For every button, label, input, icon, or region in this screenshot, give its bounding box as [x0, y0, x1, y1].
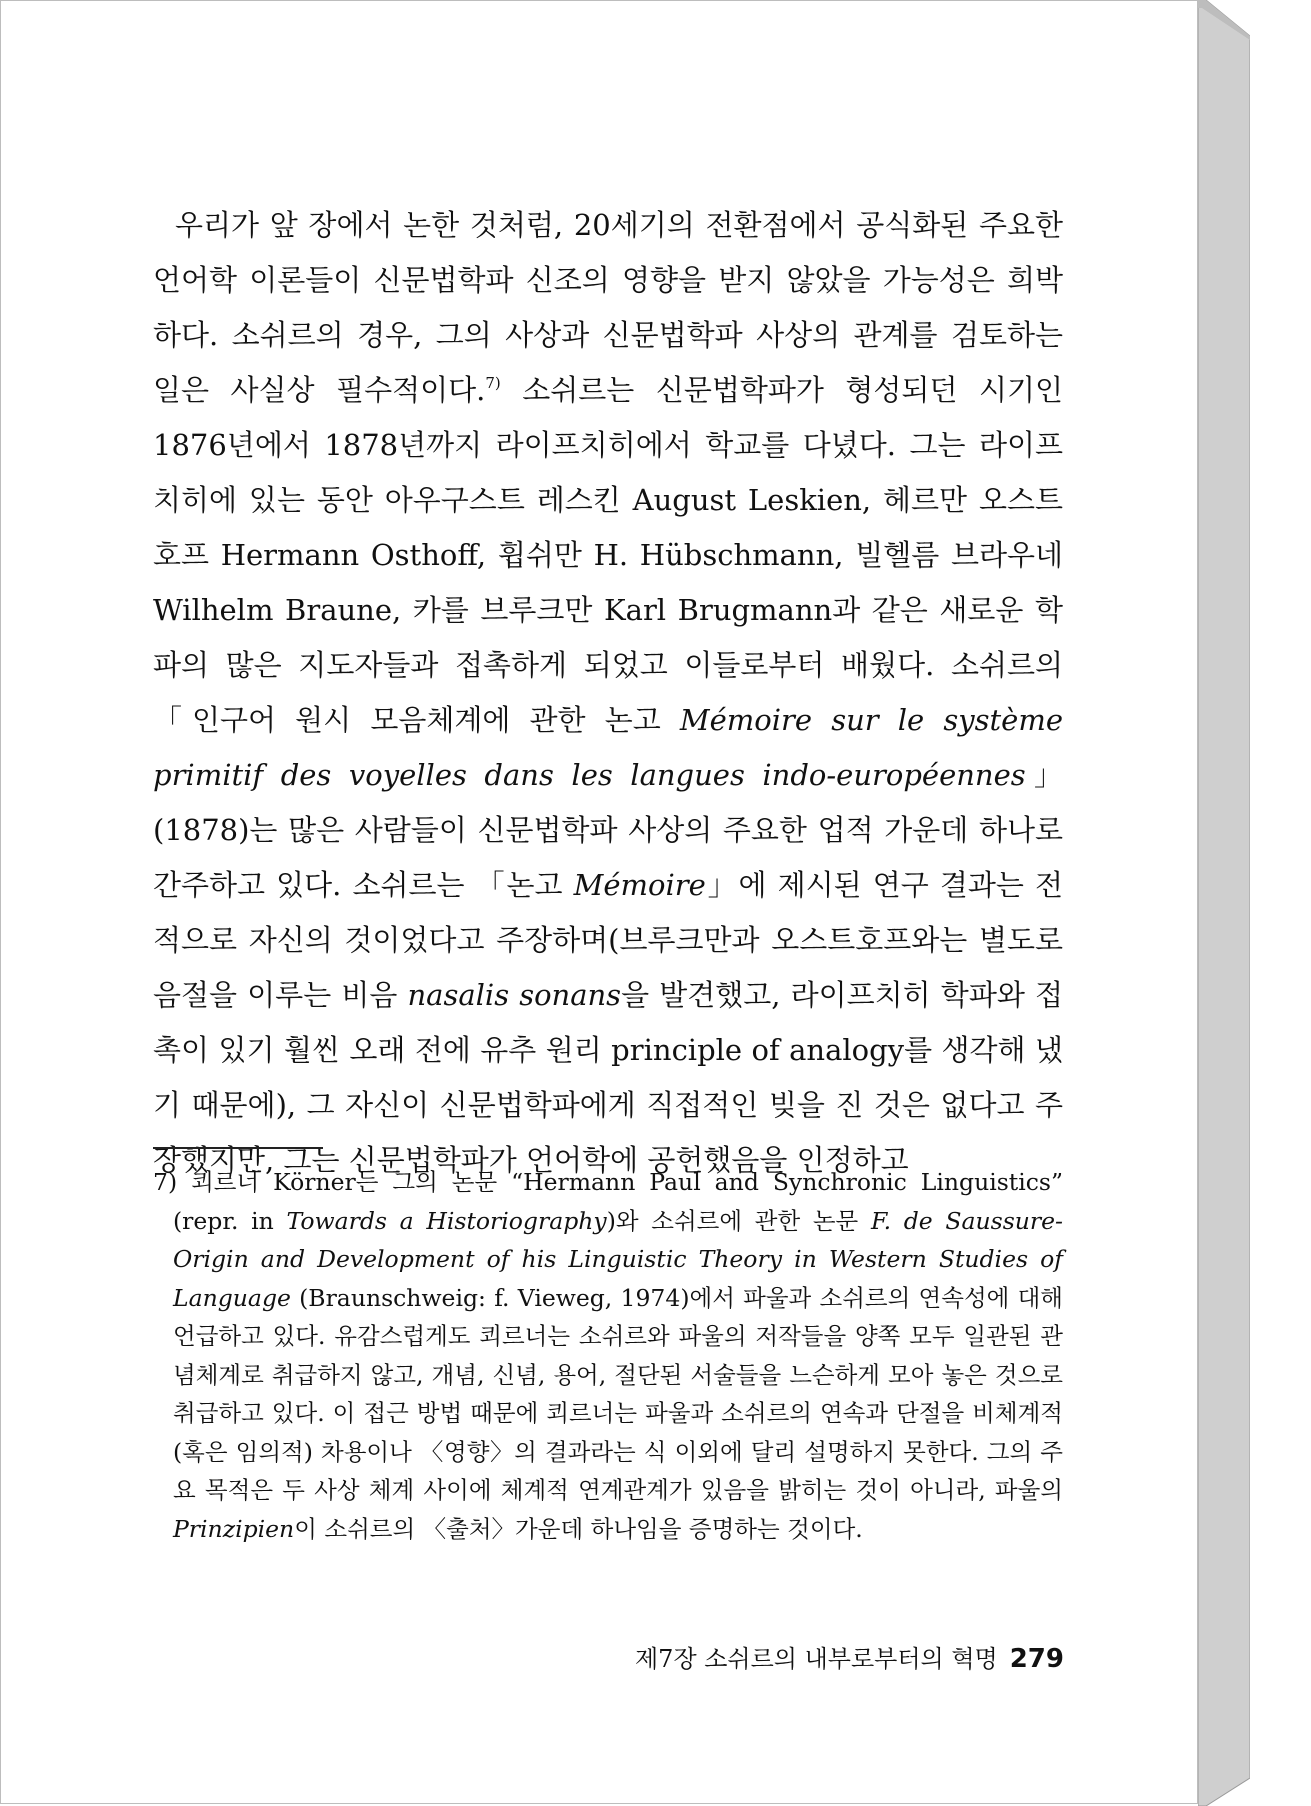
towards-historiography-title: Towards a Historiography [286, 1206, 607, 1235]
chapter-title: 제7장 소쉬르의 내부로부터의 혁명 [634, 1645, 998, 1673]
footnote-text-segment: )와 소쉬르에 관한 논문 [606, 1206, 871, 1235]
body-paragraph [153, 198, 1063, 1188]
prinzipien-title: Prinzipien [173, 1514, 295, 1543]
saussure-book-title: F. de Saussure-Origin and Development of his Linguistic Theory in Western Studies of Language [173, 1206, 1063, 1312]
body-text-segment: 을 발견했고, 라이프치히 학파와 접촉이 있기 훨씬 오래 전에 유추 원리 principle of analogy를 생각해 냈기 때문에), 그 자신이 신문법학파에게 직접적인 빚을 진 것은 없다고 주장했지만, 그는 신문법학파가 언어학에 공헌했음을 인정하고 [153, 978, 1063, 1177]
body-text-segment: 」(1878)는 많은 사람들이 신문법학파 사상의 주요한 업적 가운데 하나로 간주하고 있다. 소쉬르는 「논고 [153, 758, 1063, 902]
memoire-title: Mémoire sur le système primitif des voyelles dans les langues indo-européennes [153, 703, 1063, 792]
page-number: 279 [1009, 1644, 1064, 1674]
body-text [153, 198, 1063, 1188]
body-text-segment: 우리가 앞 장에서 논한 것처럼, 20세기의 전환점에서 공식화된 주요한 언어학 이론들이 신문법학파 신조의 영향을 받지 않았을 가능성은 희박하다. 소쉬르의 경우, 그의 사상과 신문법학파 사상의 관계를 검토하는 일은 사실상 필수적이다. [153, 208, 1063, 407]
body-text-segment: 소쉬르는 신문법학파가 형성되던 시기인 1876년에서 1878년까지 라이프치히에서 학교를 다녔다. 그는 라이프치히에 있는 동안 아우구스트 레스킨 August Leskien, 헤르만 오스트호프 Hermann Osthoff, 휩쉬만 H. Hübschmann, 빌헬름 브라우네 Wilhelm Braune, 카를 브루크만 Karl Brugmann과 같은 새로운 학파의 많은 지도자들과 접촉하게 되었고 이들로부터 배웠다. 소쉬르의 「인구어 원시 모음체계에 관한 논고 [153, 373, 1063, 737]
body-text-segment: 」에 제시된 연구 결과는 전적으로 자신의 것이었다고 주장하며(브루크만과 오스트호프와는 별도로 음절을 이루는 비음 [153, 868, 1063, 1012]
footnote-text-segment: 이 소쉬르의 〈출처〉가운데 하나임을 증명하는 것이다. [294, 1514, 863, 1543]
footnote-7 [153, 1163, 1063, 1548]
footnote-reference[interactable]: 7) [485, 374, 501, 392]
footnote [153, 1163, 1063, 1548]
nasalis-sonans-term: nasalis sonans [407, 978, 622, 1012]
footnote-text-segment: 7) 쾨르너 Körner는 그의 논문 “Hermann Paul and Synchronic Linguistics” (repr. in [153, 1168, 1063, 1235]
memoire-short-title: Mémoire [573, 868, 706, 902]
footnote-text-segment: (Braunschweig: f. Vieweg, 1974)에서 파울과 소쉬르의 연속성에 대해 언급하고 있다. 유감스럽게도 쾨르너는 소쉬르와 파울의 저작들을 양쪽 모두 일관된 관념체계로 취급하지 않고, 개념, 신념, 용어, 절단된 서술들을 느슨하게 모아 놓은 것으로 취급하고 있다. 이 접근 방법 때문에 쾨르너는 파울과 소쉬르의 연속과 단절을 비체계적(혹은 임의적) 차용이나 〈영향〉의 결과라는 식 이외에 달리 설명하지 못한다. 그의 주요 목적은 두 사상 체계 사이에 체계적 연계관계가 있음을 밝히는 것이 아니라, 파울의 [173, 1283, 1063, 1504]
book-spine-edge [1198, 0, 1250, 1806]
running-footer [561, 1637, 1064, 1681]
footnote-separator [153, 1147, 323, 1149]
